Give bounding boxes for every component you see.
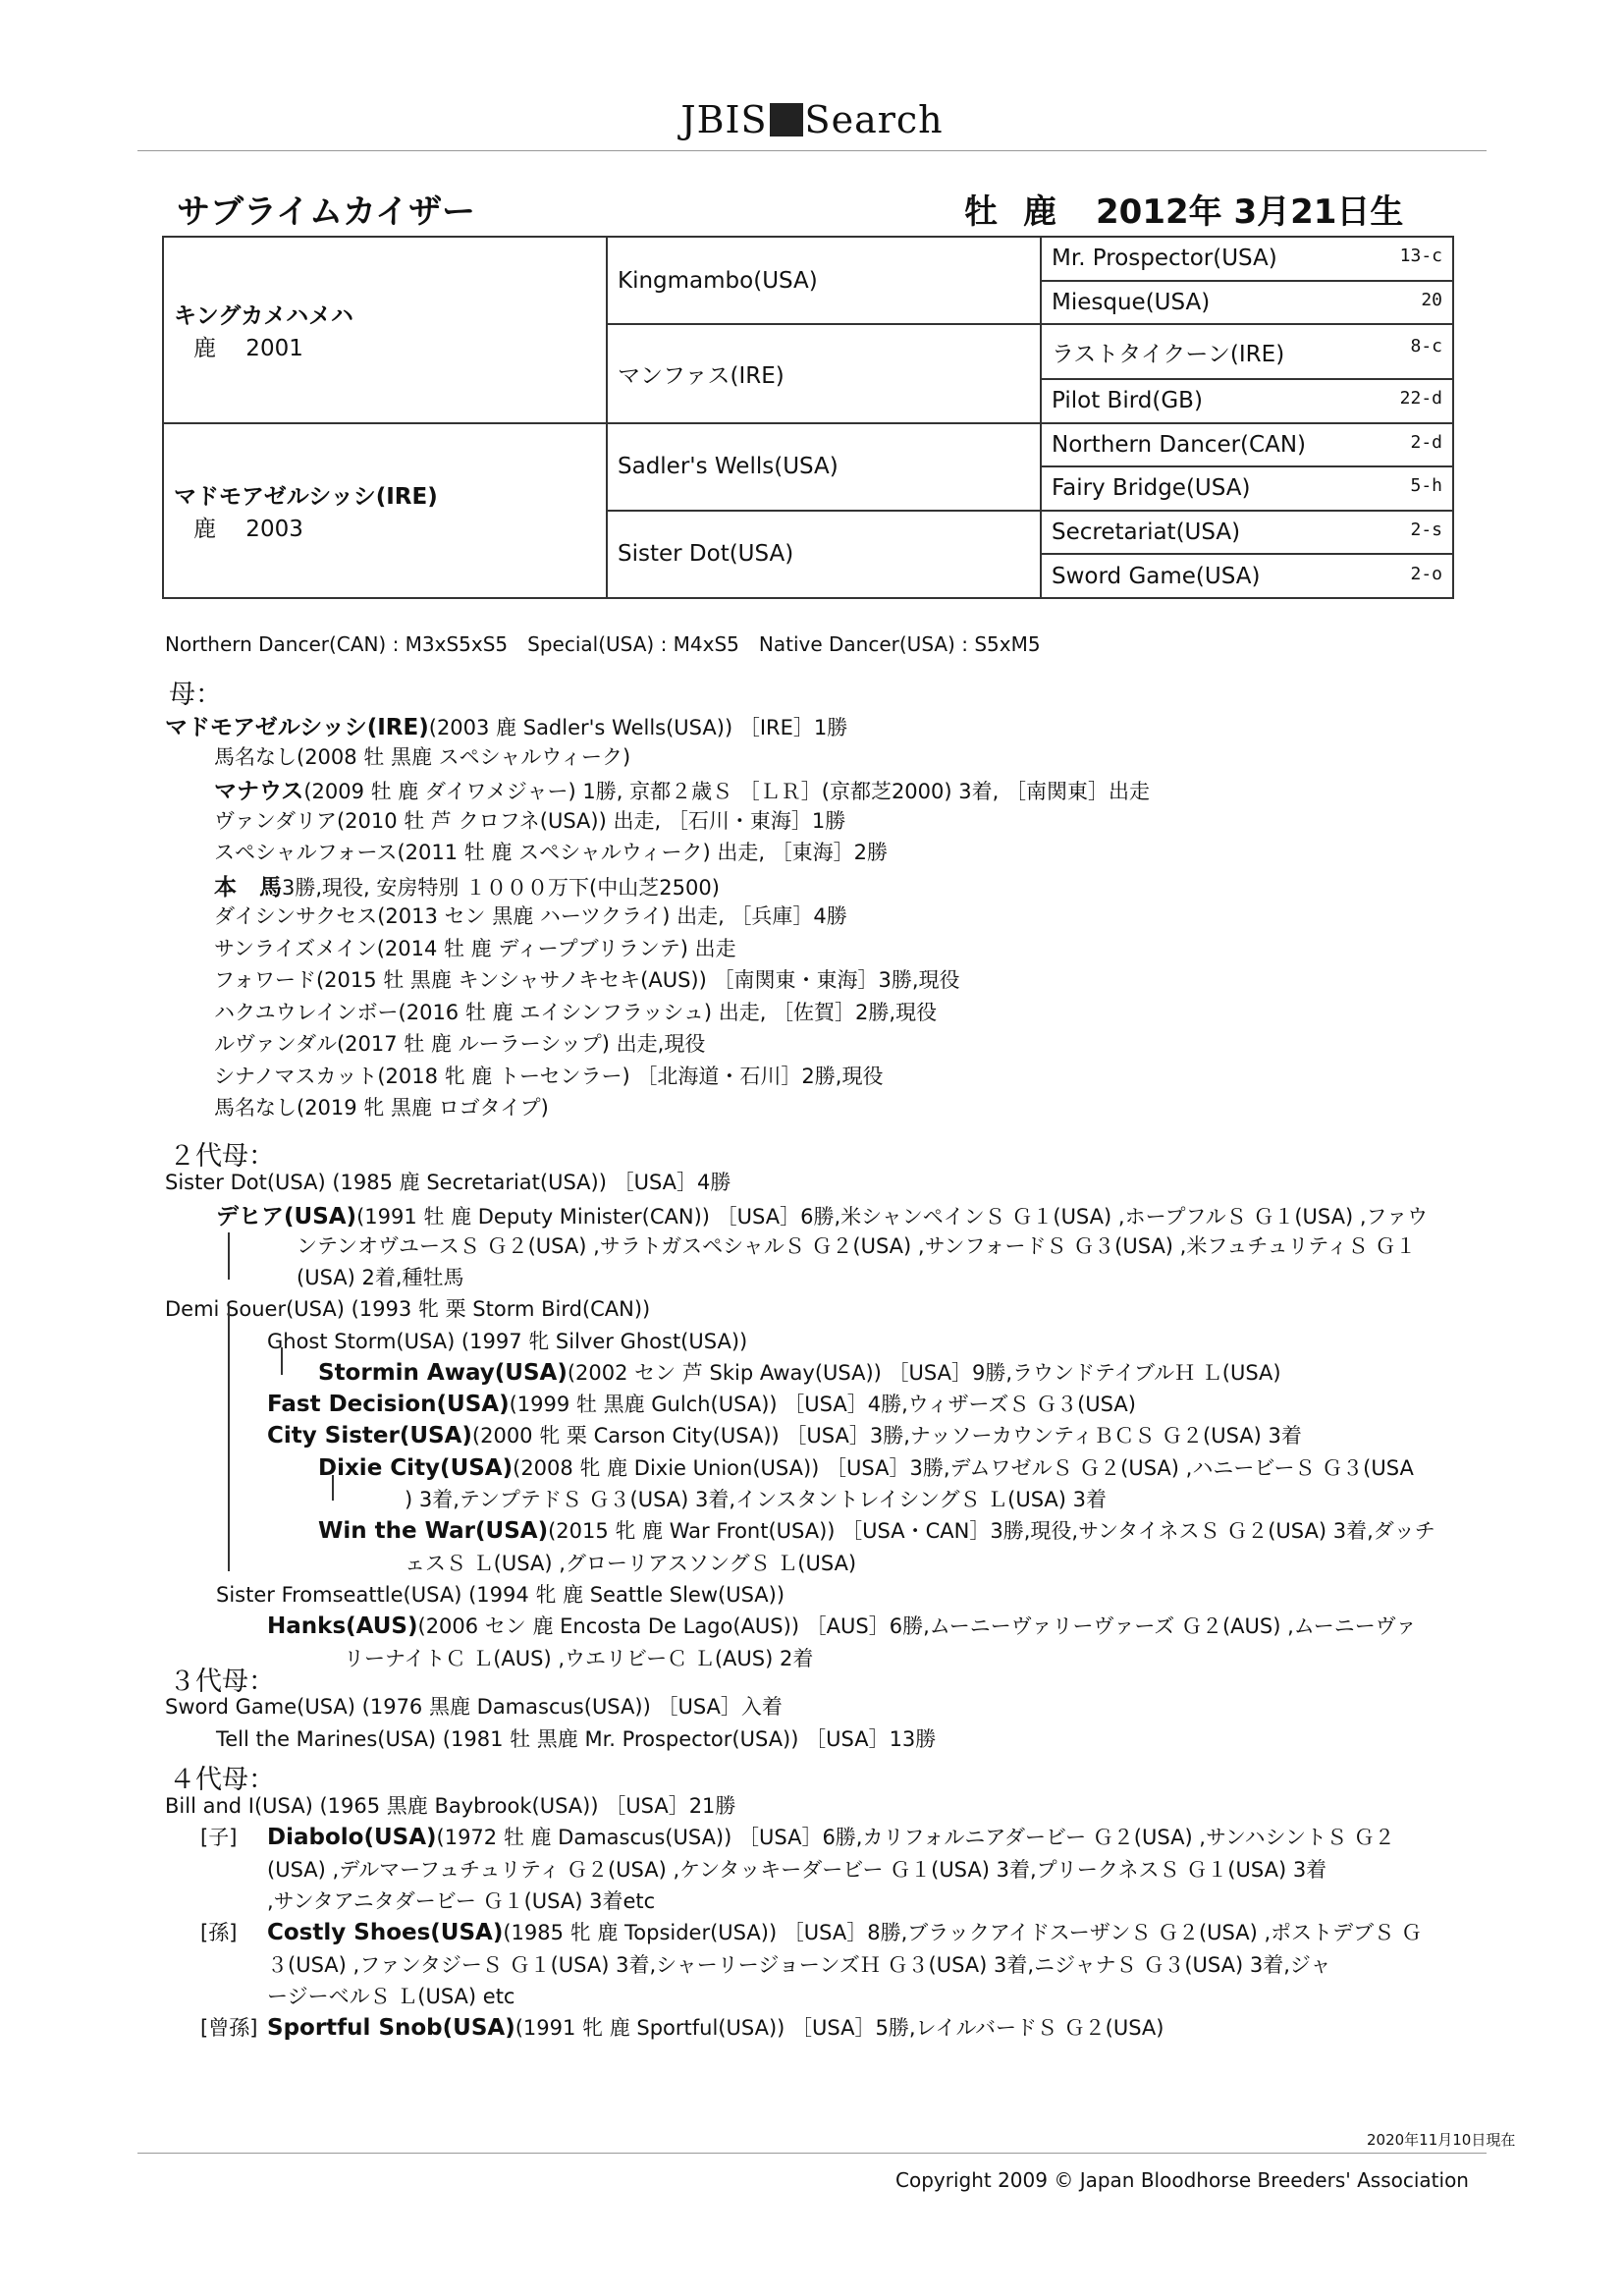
footer-rule	[137, 2153, 1487, 2154]
family-code: 2-o	[1410, 563, 1442, 584]
horse-name-bold: デヒア(USA)	[216, 1204, 357, 1230]
record-line	[267, 1389, 1136, 1418]
record-line	[214, 997, 937, 1026]
record-line	[216, 1198, 1428, 1230]
gen3-cell	[1041, 466, 1453, 511]
as-of-date: 2020年11月10日現在	[1367, 2131, 1516, 2149]
tree-bar	[228, 1232, 230, 1280]
horse-name-bold: City Sister(USA)	[267, 1423, 472, 1449]
record-line	[214, 933, 736, 962]
record-line	[214, 1061, 883, 1090]
record-line	[318, 1357, 1281, 1387]
record-text: ンテンオヴユースＳ Ｇ２(USA) ,サラトガスペシャルＳ Ｇ２(USA) ,サンフォードＳ Ｇ３(USA) ,米フュチュリティＳ Ｇ１	[297, 1233, 1417, 1258]
relation-tag: [孫]	[200, 1921, 238, 1945]
record-line	[165, 709, 847, 741]
gen3-cell	[1041, 237, 1453, 281]
record-line	[200, 1917, 1422, 1946]
gen3-cell	[1041, 511, 1453, 555]
record-text: (1991 牝 鹿 Sportful(USA)) ［USA］5勝,レイルバードＳ Ｇ２(USA)	[514, 2016, 1164, 2041]
family-code: 2-s	[1410, 519, 1442, 541]
record-text: フォワード(2015 牡 黒鹿 キンシャサノキセキ(AUS)) ［南関東・東海］3勝,現役	[214, 968, 960, 992]
record-line	[200, 2012, 1164, 2042]
logo-left-text: JBIS	[680, 98, 768, 141]
record-line	[214, 869, 720, 902]
horse-name-bold: Hanks(AUS)	[267, 1613, 418, 1640]
record-line	[165, 1691, 783, 1721]
record-line	[405, 1484, 1107, 1513]
record-text: Tell the Marines(USA) (1981 牡 黒鹿 Mr. Prospector(USA)) ［USA］13勝	[216, 1726, 937, 1751]
gen3-name: Mr. Prospector(USA)	[1052, 246, 1277, 272]
gen3-cell	[1041, 379, 1453, 423]
record-text: (USA) ,デルマーフュチュリティ Ｇ２(USA) ,ケンタッキーダービー Ｇ１(USA) 3着,プリークネスＳ Ｇ１(USA) 3着	[267, 1857, 1327, 1882]
horse-birth: 2012年 3月21日生	[1096, 192, 1404, 232]
tree-bar	[332, 1475, 334, 1501]
record-line	[214, 901, 847, 930]
record-line	[297, 1262, 464, 1291]
record-text: 3勝,現役, 安房特別 １０００万下(中山芝2500)	[282, 875, 720, 900]
horse-name-bold: Dixie City(USA)	[318, 1454, 514, 1481]
section-gen3: ３代母：	[169, 1667, 275, 1697]
dam-info: 鹿 2003	[193, 516, 303, 542]
section-gen2: ２代母：	[169, 1141, 275, 1172]
gen3-name: Pilot Bird(GB)	[1052, 388, 1203, 414]
record-text: スペシャルフォース(2011 牡 鹿 スペシャルウィーク) 出走, ［東海］2勝	[214, 841, 889, 864]
record-line	[214, 773, 1150, 805]
copyright: Copyright 2009 © Japan Bloodhorse Breeders' Association	[895, 2168, 1469, 2192]
horse-name-bold: Win the War(USA)	[318, 1518, 549, 1545]
record-line	[214, 837, 888, 866]
record-text: ルヴァンダル(2017 牡 鹿 ルーラーシップ) 出走,現役	[214, 1032, 706, 1056]
family-code: 13-c	[1399, 246, 1442, 267]
gen3-name: Miesque(USA)	[1052, 289, 1211, 315]
horse-sex: 牡	[964, 192, 998, 232]
record-line	[267, 1949, 1330, 1979]
record-line	[216, 1579, 785, 1609]
record-text: ハクユウレインボー(2016 牡 鹿 エイシンフラッシュ) 出走, ［佐賀］2勝,現役	[214, 1000, 938, 1024]
record-line	[267, 1886, 655, 1915]
record-text: (1991 牡 鹿 Deputy Minister(CAN)) ［USA］6勝,米シャンペインＳ Ｇ１(USA) ,ホープフルＳ Ｇ１(USA) ,ファウ	[356, 1205, 1429, 1230]
gen3-cell	[1041, 281, 1453, 325]
record-text: Sword Game(USA) (1976 黒鹿 Damascus(USA)) ［USA］入着	[165, 1695, 783, 1719]
record-text: ) 3着,テンプテドＳ Ｇ３(USA) 3着,インスタントレイシングＳ Ｌ(USA) 3着	[405, 1488, 1108, 1511]
horse-color: 鹿	[1023, 192, 1056, 232]
section-gen4: ４代母：	[169, 1765, 275, 1795]
record-text: ３(USA) ,ファンタジーＳ Ｇ１(USA) 3着,シャーリージョーンズＨ Ｇ３(USA) 3着,ニジャナＳ Ｇ３(USA) 3着,ジャ	[267, 1952, 1331, 1977]
family-code: 20	[1421, 289, 1442, 310]
pedigree-table	[162, 236, 1454, 599]
record-text: (USA) 2着,種牡馬	[297, 1265, 464, 1289]
logo-right-text: Search	[804, 98, 944, 141]
family-code: 2-d	[1410, 431, 1442, 453]
record-line	[214, 805, 845, 835]
header-rule	[137, 150, 1487, 151]
gen3-cell	[1041, 324, 1453, 379]
horse-icon	[770, 103, 803, 137]
record-line	[214, 741, 630, 771]
record-text: (2006 セン 鹿 Encosta De Lago(AUS)) ［AUS］6勝,ムーニーヴァリーヴァーズ Ｇ２(AUS) ,ムーニーヴァ	[417, 1614, 1417, 1639]
record-text: (2015 牝 鹿 War Front(USA)) ［USA・CAN］3勝,現役,サンタイネスＳ Ｇ２(USA) 3着,ダッチ	[548, 1519, 1435, 1544]
section-dam: 母：	[169, 680, 222, 710]
record-text: (2009 牡 鹿 ダイワメジャー) 1勝, 京都２歳Ｓ ［ＬＲ］(京都芝2000) 3着, ［南関東］出走	[303, 780, 1150, 803]
record-text: (1972 牡 鹿 Damascus(USA)) ［USA］6勝,カリフォルニアダービー Ｇ２(USA) ,サンハシントＳ Ｇ２	[436, 1826, 1395, 1850]
record-line	[214, 964, 960, 994]
record-text: Demi Souer(USA) (1993 牝 栗 Storm Bird(CAN))	[165, 1297, 651, 1322]
record-text: ヴァンダリア(2010 牡 芦 クロフネ(USA)) 出走, ［石川・東海］1勝	[214, 808, 846, 833]
dam-cell	[163, 423, 607, 598]
record-text: サンライズメイン(2014 牡 鹿 ディープブリランテ) 出走	[214, 936, 736, 960]
sire-name: キングカメハメハ	[174, 302, 353, 329]
record-line	[297, 1230, 1416, 1260]
record-line	[267, 1420, 1302, 1449]
tree-bar	[281, 1347, 283, 1375]
record-text: リーナイトＣ Ｌ(AUS) ,ウエリビーＣ Ｌ(AUS) 2着	[344, 1646, 814, 1670]
sire-cell	[163, 237, 607, 423]
record-line	[165, 1167, 731, 1196]
horse-name-bold: Costly Shoes(USA)	[267, 1920, 504, 1946]
relation-tag: [子]	[200, 1826, 238, 1850]
record-text: (2000 牝 栗 Carson City(USA)) ［USA］3勝,ナッソーカウンティＢＣＳ Ｇ２(USA) 3着	[471, 1424, 1302, 1449]
horse-name-bold: Sportful Snob(USA)	[267, 2015, 515, 2042]
record-text: (2002 セン 芦 Skip Away(USA)) ［USA］9勝,ラウンドテイブルＨ Ｌ(USA)	[567, 1360, 1281, 1385]
horse-name-bold: Fast Decision(USA)	[267, 1392, 510, 1418]
record-text: (1999 牡 黒鹿 Gulch(USA)) ［USA］4勝,ウィザーズＳ Ｇ３(USA)	[509, 1393, 1136, 1417]
relation-tag: [曾孫]	[200, 2016, 258, 2041]
record-line	[344, 1643, 813, 1672]
record-text: 馬名なし(2019 牝 黒鹿 ロゴタイプ)	[214, 1096, 549, 1120]
gen3-cell	[1041, 554, 1453, 598]
record-line	[165, 1293, 650, 1323]
record-line	[214, 1092, 549, 1121]
gen3-name: Northern Dancer(CAN)	[1052, 431, 1306, 458]
record-text: Sister Fromseattle(USA) (1994 牝 鹿 Seattle Slew(USA))	[216, 1582, 785, 1607]
family-code: 5-h	[1410, 475, 1442, 497]
horse-name-bold: 本 馬	[214, 874, 282, 901]
record-line	[216, 1723, 936, 1753]
horse-info	[964, 185, 1429, 233]
record-text: (2008 牝 鹿 Dixie Union(USA)) ［USA］3勝,デムワゼルＳ Ｇ２(USA) ,ハニービーＳ Ｇ３(USA	[513, 1455, 1414, 1480]
gen2-cell: Sadler's Wells(USA)	[607, 423, 1041, 511]
record-text: ェスＳ Ｌ(USA) ,グローリアスソングＳ Ｌ(USA)	[405, 1551, 857, 1575]
record-line	[318, 1452, 1414, 1482]
gen3-cell	[1041, 423, 1453, 467]
horse-name-bold: Stormin Away(USA)	[318, 1359, 568, 1386]
record-line	[165, 1790, 735, 1820]
inbreeding-note: Northern Dancer(CAN) : M3xS5xS5 Special(USA) : M4xS5 Native Dancer(USA) : S5xM5	[165, 632, 1041, 656]
record-line	[267, 1854, 1326, 1884]
tree-bar	[228, 1306, 230, 1571]
record-text: 馬名なし(2008 牡 黒鹿 スペシャルウィーク)	[214, 744, 631, 769]
horse-name-bold: マナウス	[214, 779, 304, 804]
gen3-name: ラストタイクーン(IRE)	[1052, 341, 1285, 367]
horse-name-bold: マドモアゼルシッシ(IRE)	[165, 715, 429, 740]
record-line	[405, 1548, 856, 1577]
record-text: ,サンタアニタダービー Ｇ１(USA) 3着etc	[267, 1888, 656, 1913]
gen2-cell: マンファス(IRE)	[607, 324, 1041, 422]
gen3-name: Sword Game(USA)	[1052, 563, 1261, 589]
jbis-logo	[0, 98, 1624, 141]
family-code: 8-c	[1410, 335, 1442, 356]
record-line	[200, 1822, 1395, 1851]
record-line	[267, 1611, 1416, 1640]
record-text: ダイシンサクセス(2013 セン 黒鹿 ハーツクライ) 出走, ［兵庫］4勝	[214, 904, 847, 928]
gen3-name: Secretariat(USA)	[1052, 519, 1241, 546]
gen2-cell: Sister Dot(USA)	[607, 511, 1041, 598]
record-line	[267, 1326, 747, 1355]
record-text: Ghost Storm(USA) (1997 牝 Silver Ghost(USA))	[267, 1329, 748, 1353]
record-text: シナノマスカット(2018 牝 鹿 トーセンラー) ［北海道・石川］2勝,現役	[214, 1064, 884, 1088]
horse-name: サブライムカイザー	[177, 192, 475, 232]
record-line	[318, 1515, 1435, 1545]
family-code: 22-d	[1399, 388, 1442, 410]
horse-name-bold: Diabolo(USA)	[267, 1825, 437, 1851]
record-line	[267, 1981, 514, 2010]
record-text: ージーベルＳ Ｌ(USA) etc	[267, 1984, 515, 2008]
record-text: (1985 牝 鹿 Topsider(USA)) ［USA］8勝,ブラックアイドスーザンＳ Ｇ２(USA) ,ポストデブＳ Ｇ	[503, 1921, 1422, 1945]
sire-info: 鹿 2001	[193, 335, 303, 361]
dam-name: マドモアゼルシッシ(IRE)	[174, 483, 438, 510]
gen3-name: Fairy Bridge(USA)	[1052, 475, 1251, 502]
gen2-cell: Kingmambo(USA)	[607, 237, 1041, 324]
record-text: Sister Dot(USA) (1985 鹿 Secretariat(USA)) ［USA］4勝	[165, 1171, 731, 1194]
record-text: (2003 鹿 Sadler's Wells(USA)) ［IRE］1勝	[428, 716, 848, 739]
record-line	[214, 1028, 705, 1058]
record-text: Bill and I(USA) (1965 黒鹿 Baybrook(USA)) ［USA］21勝	[165, 1794, 736, 1818]
